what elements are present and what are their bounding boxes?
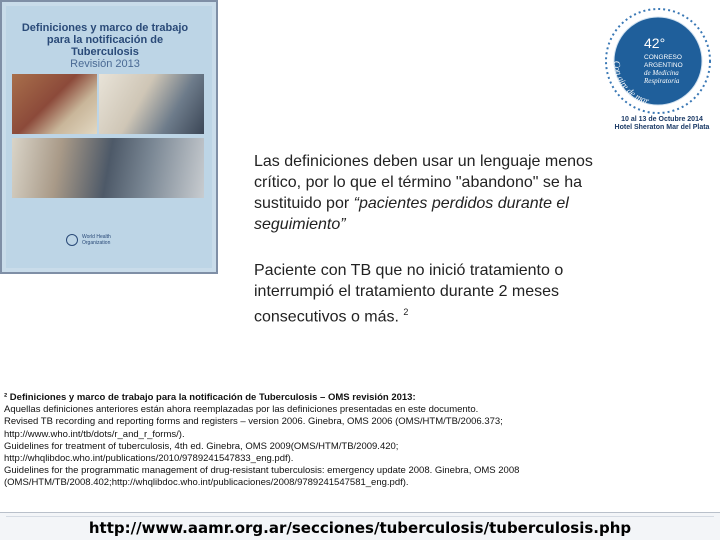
cover-title-line: Tuberculosis <box>71 46 139 58</box>
logo-line: ARGENTINO <box>644 62 683 69</box>
logo-line: de Medicina <box>644 69 679 77</box>
publisher-line: World Health <box>82 234 111 240</box>
congress-dates <box>600 116 720 132</box>
congress-date-text: 10 al 13 de Octubre 2014 <box>621 116 703 123</box>
book-cover <box>0 0 218 274</box>
footnote-line[interactable]: http://www.who.int/tb/dots/r_and_r_forms/). <box>4 428 185 440</box>
cover-title-line: para la notificación de <box>46 34 164 46</box>
publisher-line: Organization <box>82 240 111 246</box>
cover-photo-patients <box>12 74 97 134</box>
main-paragraph-definitions <box>254 151 634 235</box>
paragraph-text: Las definiciones deben usar un lenguaje menos crítico, por lo que el término "abandono" se ha sustituido por <box>254 153 593 212</box>
logo-line: CONGRESO <box>644 54 682 61</box>
paragraph-italic-quote: “pacientes perdidos durante el seguimiento” <box>254 195 569 233</box>
footnote-line: Revised TB recording and reporting forms and registers – version 2006. Ginebra, OMS 2006 (OMS/HTM/TB/2006.373; <box>4 416 503 428</box>
paragraph-text: Paciente con TB que no inició tratamiento o interrumpió el tratamiento durante 2 meses consecutivos o más. <box>254 262 564 326</box>
footnote-reference: 2 <box>403 307 409 317</box>
congress-logo <box>600 6 716 134</box>
footnote-line: Aquellas definiciones anteriores están ahora reemplazadas por las definiciones presentadas en este documento. <box>4 404 479 416</box>
logo-line: Respiratoria <box>644 77 680 85</box>
url-banner <box>0 512 720 540</box>
who-emblem-icon <box>66 234 78 246</box>
congress-logo-emblem-icon <box>600 6 716 116</box>
logo-arc-text-path: Con aire de mar <box>611 60 651 106</box>
footnote <box>4 392 644 490</box>
cover-title-line: Definiciones y marco de trabajo <box>21 22 189 34</box>
source-url-link[interactable]: http://www.aamr.org.ar/secciones/tuberculosis/tuberculosis.php <box>88 519 632 537</box>
cover-publisher <box>82 234 111 246</box>
cover-title <box>20 22 190 70</box>
cover-photo-doctor <box>99 74 204 134</box>
footnote-heading: ² Definiciones y marco de trabajo para la notificación de Tuberculosis – OMS revisión 2013: <box>4 392 416 403</box>
logo-number: 42° <box>644 35 666 51</box>
main-paragraph-patient <box>254 260 634 327</box>
cover-revision: Revisión 2013 <box>70 58 140 70</box>
footnote-line: Guidelines for the programmatic management of drug-resistant tuberculosis: emergency update 2008. Ginebra, OMS 2008 <box>4 465 520 477</box>
footnote-line: Guidelines for treatment of tuberculosis, 4th ed. Ginebra, OMS 2009(OMS/HTM/TB/2009.420; <box>4 440 399 452</box>
footnote-line[interactable]: (OMS/HTM/TB/2008.402;http://whqlibdoc.who.int/publicaciones/2008/9789241547581_eng.pdf). <box>4 477 409 489</box>
congress-venue-text: Hotel Sheraton Mar del Plata <box>614 124 710 131</box>
footnote-line[interactable]: http://whqlibdoc.who.int/publications/2010/9789241547833_eng.pdf). <box>4 453 294 465</box>
cover-photo-lab <box>12 138 204 198</box>
